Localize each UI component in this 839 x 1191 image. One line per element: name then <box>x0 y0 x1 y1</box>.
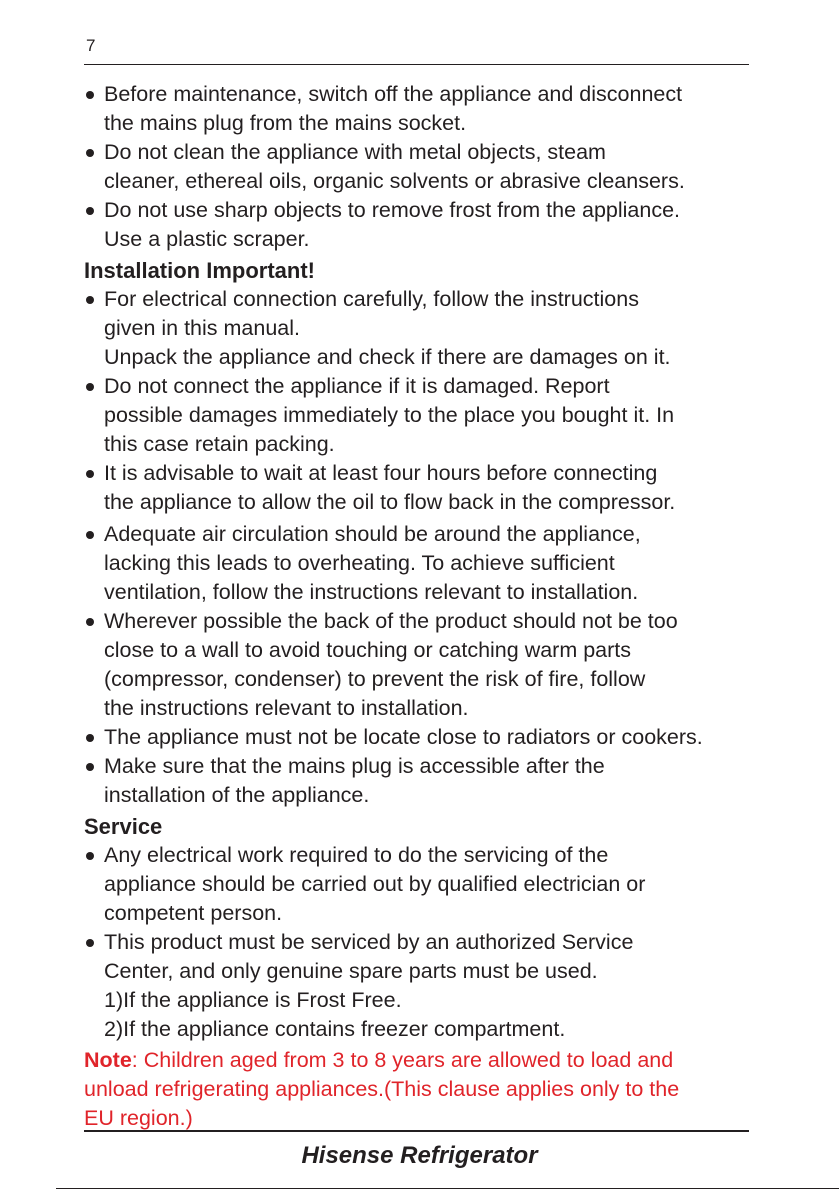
bullet-dot-icon <box>86 939 94 947</box>
text-line: appliance should be carried out by qualified electrician or <box>104 872 646 896</box>
text-line: the instructions relevant to installation. <box>104 696 469 720</box>
installation-item <box>84 459 774 517</box>
text-line: Wherever possible the back of the product should not be too <box>104 609 678 633</box>
text-line: (compressor, condenser) to prevent the risk of fire, follow <box>104 667 646 691</box>
text-line: Any electrical work required to do the servicing of the <box>104 843 609 867</box>
text-line: ventilation, follow the instructions relevant to installation. <box>104 580 639 604</box>
note-block <box>84 1046 774 1133</box>
text-line: possible damages immediately to the place you bought it. In <box>104 403 675 427</box>
text-line: cleaner, ethereal oils, organic solvents or abrasive cleansers. <box>104 169 685 193</box>
text-line: The appliance must not be locate close to radiators or cookers. <box>104 725 703 749</box>
text-line: competent person. <box>104 901 283 925</box>
installation-item <box>84 752 774 810</box>
text-line: the appliance to allow the oil to flow back in the compressor. <box>104 490 676 514</box>
text-line: This product must be serviced by an authorized Service <box>104 930 634 954</box>
footer-divider <box>56 1188 839 1189</box>
text-line: Before maintenance, switch off the appliance and disconnect <box>104 82 683 106</box>
page-body <box>84 80 774 1133</box>
text-line: 1)If the appliance is Frost Free. <box>104 988 402 1012</box>
text-line: For electrical connection carefully, follow the instructions <box>104 287 639 311</box>
installation-item <box>84 723 774 752</box>
bullet-dot-icon <box>86 734 94 742</box>
bullet-dot-icon <box>86 383 94 391</box>
text-line: Make sure that the mains plug is accessible after the <box>104 754 605 778</box>
text-line: It is advisable to wait at least four hours before connecting <box>104 461 658 485</box>
installation-item <box>84 520 774 607</box>
bullet-dot-icon <box>86 149 94 157</box>
bullet-dot-icon <box>86 91 94 99</box>
installation-item <box>84 372 774 459</box>
text-line: 2)If the appliance contains freezer compartment. <box>104 1017 566 1041</box>
maintenance-item <box>84 80 774 138</box>
text-line: given in this manual. <box>104 316 300 340</box>
bullet-dot-icon <box>86 852 94 860</box>
bullet-dot-icon <box>86 207 94 215</box>
note-label: Note <box>84 1048 132 1072</box>
text-line: Unpack the appliance and check if there are damages on it. <box>104 345 671 369</box>
text-line: Do not connect the appliance if it is damaged. Report <box>104 374 610 398</box>
maintenance-item <box>84 196 774 254</box>
footer-brand: Hisense Refrigerator <box>301 1142 538 1169</box>
note-text: unload refrigerating appliances.(This clause applies only to the <box>84 1077 680 1101</box>
bottom-divider <box>84 1130 749 1132</box>
text-line: Adequate air circulation should be around the appliance, <box>104 522 641 546</box>
text-line: the mains plug from the mains socket. <box>104 111 467 135</box>
maintenance-item <box>84 138 774 196</box>
note-text: : Children aged from 3 to 8 years are allowed to load and <box>131 1048 674 1072</box>
text-line: this case retain packing. <box>104 432 335 456</box>
top-divider <box>84 64 749 65</box>
installation-item <box>84 285 774 372</box>
bullet-dot-icon <box>86 763 94 771</box>
text-line: Do not use sharp objects to remove frost from the appliance. <box>104 198 681 222</box>
bullet-dot-icon <box>86 470 94 478</box>
text-line: installation of the appliance. <box>104 783 370 807</box>
text-line: Center, and only genuine spare parts must be used. <box>104 959 598 983</box>
note-text: EU region.) <box>84 1106 193 1130</box>
page-number: 7 <box>86 36 96 55</box>
bullet-dot-icon <box>86 531 94 539</box>
text-line: close to a wall to avoid touching or catching warm parts <box>104 638 632 662</box>
text-line: lacking this leads to overheating. To achieve sufficient <box>104 551 615 575</box>
service-item <box>84 928 774 1044</box>
installation-item <box>84 607 774 723</box>
bullet-dot-icon <box>86 296 94 304</box>
bullet-dot-icon <box>86 618 94 626</box>
service-heading: Service <box>84 814 163 839</box>
installation-heading: Installation Important! <box>84 258 315 283</box>
service-item <box>84 841 774 928</box>
text-line: Do not clean the appliance with metal objects, steam <box>104 140 606 164</box>
text-line: Use a plastic scraper. <box>104 227 310 251</box>
